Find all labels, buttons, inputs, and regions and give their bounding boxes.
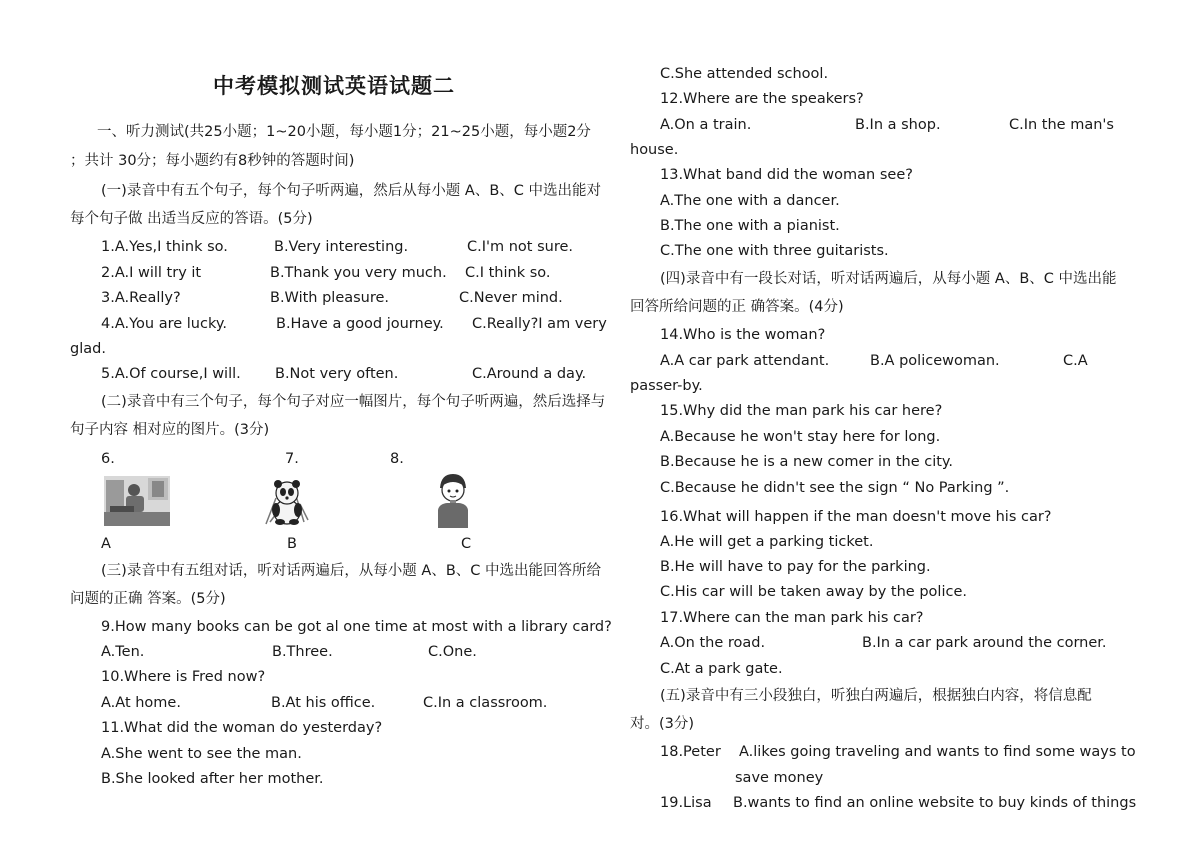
q9-question: 9.How many books can be got al one time at most with a library card? (101, 619, 612, 635)
picture-label-c: C (461, 536, 472, 552)
q12-option-c: C.In the man's (1009, 117, 1114, 133)
picture-number-6: 6. (101, 451, 115, 467)
q16-option-c: C.His car will be taken away by the police. (660, 584, 967, 600)
q4-option-a: 4.A.You are lucky. (101, 316, 227, 332)
q12-question: 12.Where are the speakers? (660, 91, 864, 107)
q10-option-c: C.In a classroom. (423, 695, 548, 711)
q2-option-b: B.Thank you very much. (270, 265, 447, 281)
q19-match-b: B.wants to find an online website to buy kinds of things (733, 795, 1137, 811)
picture-label-a: A (101, 536, 111, 552)
q2-option-c: C.I think so. (465, 265, 551, 281)
q16-option-a: A.He will get a parking ticket. (660, 534, 874, 550)
q16-question: 16.What will happen if the man doesn't move his car? (660, 509, 1052, 525)
q10-question: 10.Where is Fred now? (101, 669, 266, 685)
part-3-instruction-line-2: 问题的正确 答案。(5分) (70, 591, 226, 607)
q1-option-a: 1.A.Yes,I think so. (101, 239, 228, 255)
part-5-instruction-line-1: (五)录音中有三小段独白，听独白两遍后，根据独白内容，将信息配 (660, 688, 1092, 704)
q13-question: 13.What band did the woman see? (660, 167, 913, 183)
part-2-instruction-line-1: (二)录音中有三个句子，每个句子对应一幅图片，每个句子听两遍，然后选择与 (101, 394, 606, 410)
q11-option-c: C.She attended school. (660, 66, 829, 82)
q12-option-c-continued: house. (630, 142, 679, 158)
q19-name: 19.Lisa (660, 795, 712, 811)
picture-number-8: 8. (390, 451, 404, 467)
q10-option-b: B.At his office. (271, 695, 376, 711)
q14-option-c-continued: passer-by. (630, 378, 703, 394)
q11-option-a: A.She went to see the man. (101, 746, 302, 762)
q15-option-a: A.Because he won't stay here for long. (660, 429, 941, 445)
q18-name: 18.Peter (660, 744, 721, 760)
q3-option-b: B.With pleasure. (270, 290, 390, 306)
q15-question: 15.Why did the man park his car here? (660, 403, 943, 419)
q13-option-c: C.The one with three guitarists. (660, 243, 889, 259)
section-1-instruction-line-2: ；共计 30分；每小题约有8秒钟的答题时间) (70, 153, 355, 169)
q17-option-b: B.In a car park around the corner. (862, 635, 1107, 651)
q4-option-b: B.Have a good journey. (276, 316, 444, 332)
picture-b-panda (262, 476, 312, 526)
q13-option-a: A.The one with a dancer. (660, 193, 840, 209)
q12-option-b: B.In a shop. (855, 117, 941, 133)
q3-option-c: C.Never mind. (459, 290, 563, 306)
q11-question: 11.What did the woman do yesterday? (101, 720, 383, 736)
q13-option-b: B.The one with a pianist. (660, 218, 840, 234)
part-1-instruction-line-2: 每个句子做 出适当反应的答语。(5分) (70, 211, 313, 227)
part-5-instruction-line-2: 对。(3分) (630, 716, 695, 732)
q9-option-b: B.Three. (272, 644, 333, 660)
q15-option-b: B.Because he is a new comer in the city. (660, 454, 954, 470)
part-2-instruction-line-2: 句子内容 相对应的图片。(3分) (70, 422, 270, 438)
q12-option-a: A.On a train. (660, 117, 752, 133)
q14-question: 14.Who is the woman? (660, 327, 826, 343)
q1-option-b: B.Very interesting. (274, 239, 409, 255)
part-4-instruction-line-2: 回答所给问题的正 确答案。(4分) (630, 299, 844, 315)
q5-option-c: C.Around a day. (472, 366, 587, 382)
picture-c-boy (435, 472, 471, 528)
q1-option-c: C.I'm not sure. (467, 239, 574, 255)
q15-option-c: C.Because he didn't see the sign “ No Parking ”. (660, 480, 1010, 496)
q9-option-c: C.One. (428, 644, 477, 660)
section-1-instruction-line-1: 一、听力测试(共25小题；1~20小题，每小题1分；21~25小题，每小题2分 (97, 124, 591, 140)
q17-question: 17.Where can the man park his car? (660, 610, 924, 626)
q17-option-c: C.At a park gate. (660, 661, 783, 677)
q2-option-a: 2.A.I will try it (101, 265, 202, 281)
q17-option-a: A.On the road. (660, 635, 766, 651)
q3-option-a: 3.A.Really? (101, 290, 181, 306)
q4-option-c: C.Really?I am very (472, 316, 607, 332)
part-3-instruction-line-1: (三)录音中有五组对话，听对话两遍后，从每小题 A、B、C 中选出能回答所给 (101, 563, 602, 579)
q10-option-a: A.At home. (101, 695, 181, 711)
part-1-instruction-line-1: (一)录音中有五个句子，每个句子听两遍，然后从每小题 A、B、C 中选出能对 (101, 183, 602, 199)
q14-option-b: B.A policewoman. (870, 353, 1000, 369)
picture-a-room-scene (104, 476, 170, 526)
q11-option-b: B.She looked after her mother. (101, 771, 324, 787)
q18-match-a: A.likes going traveling and wants to find some ways to (739, 744, 1136, 760)
q16-option-b: B.He will have to pay for the parking. (660, 559, 931, 575)
part-4-instruction-line-1: (四)录音中有一段长对话，听对话两遍后，从每小题 A、B、C 中选出能 (660, 271, 1117, 287)
q4-option-c-continued: glad. (70, 341, 106, 357)
q5-option-b: B.Not very often. (275, 366, 399, 382)
q5-option-a: 5.A.Of course,I will. (101, 366, 241, 382)
page-title: 中考模拟测试英语试题二 (213, 74, 455, 98)
picture-label-b: B (287, 536, 297, 552)
q9-option-a: A.Ten. (101, 644, 145, 660)
q14-option-c: C.A (1063, 353, 1088, 369)
picture-number-7: 7. (285, 451, 299, 467)
q18-match-a-continued: save money (735, 770, 824, 786)
q14-option-a: A.A car park attendant. (660, 353, 830, 369)
